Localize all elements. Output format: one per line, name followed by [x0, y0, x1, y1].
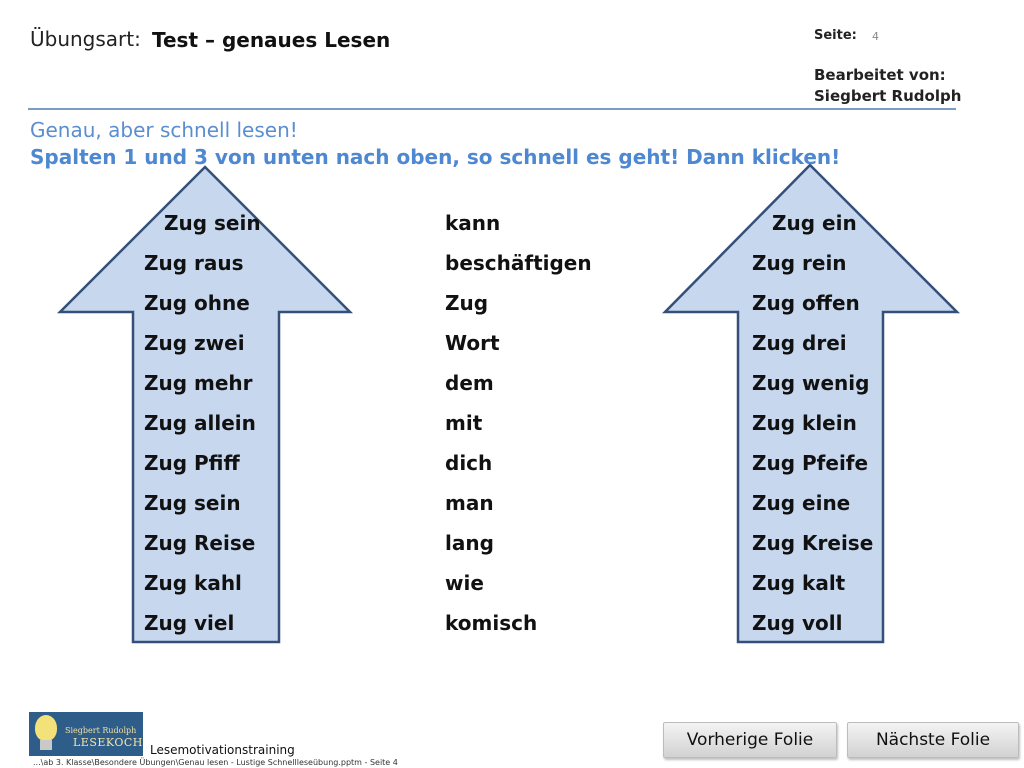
col3-word: Zug offen	[752, 291, 860, 315]
col2-word: Zug	[445, 291, 489, 315]
page-label: Seite:	[814, 28, 857, 43]
previous-slide-button[interactable]: Vorherige Folie	[663, 722, 837, 758]
col2-word: mit	[445, 411, 483, 435]
col1-word: Zug Reise	[144, 531, 256, 555]
instruction-line-1: Genau, aber schnell lesen!	[30, 118, 298, 142]
lightbulb-base	[40, 740, 52, 750]
edited-by-label: Bearbeitet von:	[814, 66, 946, 84]
col1-word: Zug ohne	[144, 291, 250, 315]
footer-file-path: ...\ab 3. Klasse\Besondere Übungen\Genau lesen - Lustige Schnellleseübung.pptm - Seite 4	[33, 758, 398, 767]
col2-word: Wort	[445, 331, 500, 355]
exercise-type-label: Übungsart:	[30, 27, 141, 51]
footer-brand: Lesemotivationstraining	[150, 743, 295, 757]
col3-word: Zug wenig	[752, 371, 870, 395]
logo-wordmark: LESEKOCH	[73, 736, 143, 749]
col3-word: Zug klein	[752, 411, 857, 435]
col3-word: Zug Kreise	[752, 531, 874, 555]
col1-word: Zug viel	[144, 611, 235, 635]
col2-word: man	[445, 491, 494, 515]
col2-word: kann	[445, 211, 501, 235]
col3-word: Zug voll	[752, 611, 843, 635]
page-number: 4	[872, 30, 879, 43]
col1-word: Zug mehr	[144, 371, 253, 395]
next-slide-button[interactable]: Nächste Folie	[847, 722, 1019, 758]
col3-word: Zug ein	[772, 211, 857, 235]
col2-word: wie	[445, 571, 484, 595]
col1-word: Zug zwei	[144, 331, 245, 355]
col2-word: dich	[445, 451, 493, 475]
col1-word: Zug allein	[144, 411, 256, 435]
col3-word: Zug eine	[752, 491, 851, 515]
col2-word: komisch	[445, 611, 538, 635]
col2-word: dem	[445, 371, 494, 395]
col1-word: Zug kahl	[144, 571, 242, 595]
col3-word: Zug drei	[752, 331, 847, 355]
instruction-line-2: Spalten 1 und 3 von unten nach oben, so schnell es geht! Dann klicken!	[30, 145, 841, 169]
lesekoch-logo	[29, 712, 143, 756]
exercise-title: Test – genaues Lesen	[152, 28, 391, 52]
col1-word: Zug sein	[144, 491, 241, 515]
col1-word: Zug sein	[164, 211, 261, 235]
col1-word: Zug Pfiff	[144, 451, 240, 475]
logo-author: Siegbert Rudolph	[65, 726, 137, 735]
col3-word: Zug Pfeife	[752, 451, 869, 475]
col1-word: Zug raus	[144, 251, 244, 275]
col3-word: Zug kalt	[752, 571, 846, 595]
col2-word: beschäftigen	[445, 251, 592, 275]
col3-word: Zug rein	[752, 251, 847, 275]
lightbulb-icon	[35, 715, 57, 741]
col2-word: lang	[445, 531, 494, 555]
edited-by-name: Siegbert Rudolph	[814, 87, 962, 105]
